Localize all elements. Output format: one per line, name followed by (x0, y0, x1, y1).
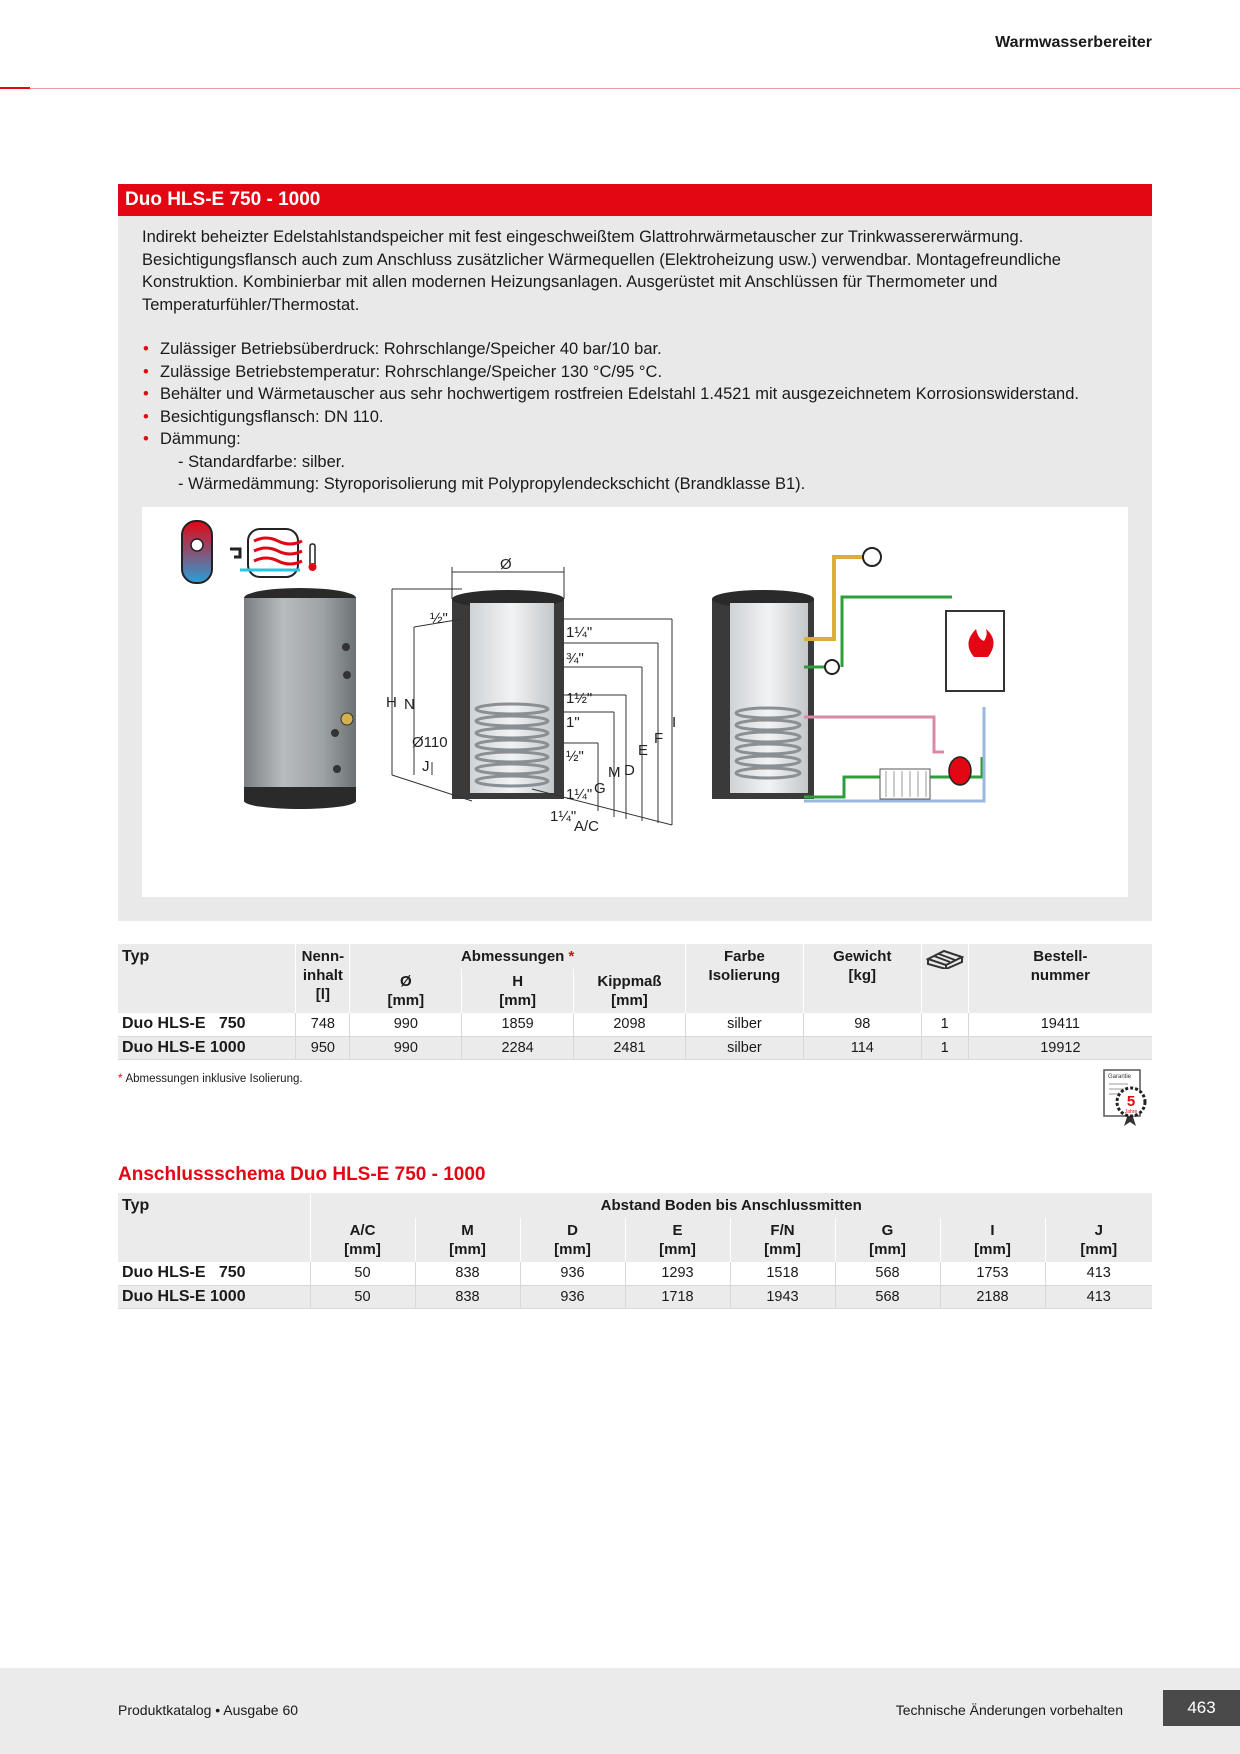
cell-diameter: 990 (350, 1036, 462, 1059)
cell-m: 838 (415, 1285, 520, 1308)
bullet-icon: • (143, 430, 149, 448)
cell-farbe: silber (685, 1013, 803, 1036)
feature-item (142, 338, 1128, 361)
schema-table (118, 1193, 1152, 1309)
diagram-label-one-quarter-bottom: 1¼" (550, 808, 577, 825)
col-header-nenninhalt: Nenn- inhalt [l] (296, 944, 350, 1013)
header-divider-accent (0, 87, 30, 89)
feature-text: Dämmung: (160, 430, 241, 448)
diagram-label-half-top: ½" (430, 610, 448, 627)
feature-text: Besichtigungsflansch: DN 110. (160, 407, 384, 426)
cell-diameter: 990 (350, 1013, 462, 1036)
col-header-i: I [mm] (940, 1218, 1045, 1262)
cell-g: 568 (835, 1285, 940, 1308)
col-header-typ: Typ (118, 1193, 310, 1262)
cell-inhalt: 748 (296, 1013, 350, 1036)
table-row (118, 1285, 1152, 1308)
tank-cutaway-dimension-drawing (386, 556, 676, 835)
col-header-abmessungen (350, 944, 686, 969)
col-header-gewicht: Gewicht [kg] (803, 944, 921, 1013)
product-title: Duo HLS-E 750 - 1000 (118, 184, 1152, 216)
bullet-icon: • (143, 340, 149, 358)
diagram-label-diameter: Ø (500, 556, 512, 573)
cell-typ: Duo HLS-E 750 (118, 1013, 296, 1036)
cell-gewicht: 98 (803, 1013, 921, 1036)
tank-exterior-illustration (244, 588, 356, 809)
cell-e: 1718 (625, 1285, 730, 1308)
heating-function-icon (182, 521, 317, 583)
feature-text: Zulässige Betriebstemperatur: Rohrschlange/Speicher 130 °C/95 °C. (160, 362, 663, 381)
diagram-label-g: G (594, 780, 606, 797)
cell-bestellnummer: 19411 (968, 1013, 1152, 1036)
page-footer (0, 1668, 1240, 1754)
diagram-label-three-quarter: ¾" (566, 650, 584, 667)
col-header-e: E [mm] (625, 1218, 730, 1262)
spec-table (118, 944, 1152, 1060)
feature-list (118, 338, 1152, 496)
cell-height: 1859 (462, 1013, 574, 1036)
diagram-label-d: D (624, 762, 635, 779)
cell-i: 1753 (940, 1262, 1045, 1285)
diagram-label-m: M (608, 764, 621, 781)
warranty-unit: Jahre (1124, 1109, 1138, 1115)
col-header-pallet (921, 944, 968, 1013)
cell-j: 413 (1045, 1262, 1152, 1285)
footnote-text: Abmessungen inklusive Isolierung. (125, 1073, 303, 1085)
col-header-ac: A/C [mm] (310, 1218, 415, 1262)
cell-typ: Duo HLS-E 1000 (118, 1285, 310, 1308)
cell-e: 1293 (625, 1262, 730, 1285)
cell-gewicht: 114 (803, 1036, 921, 1059)
cell-palette: 1 (921, 1013, 968, 1036)
diagram-label-flange: Ø110 (412, 734, 448, 751)
cell-i: 2188 (940, 1285, 1045, 1308)
diagram-label-one: 1" (566, 714, 580, 731)
pallet-icon (926, 947, 964, 969)
col-header-fn: F/N [mm] (730, 1218, 835, 1262)
cell-fn: 1518 (730, 1262, 835, 1285)
diagram-label-h: H (386, 694, 397, 711)
diagram-label-n: N (404, 696, 415, 713)
abmessungen-label: Abmessungen (460, 948, 565, 965)
asterisk-marker: * (568, 948, 575, 965)
installation-schematic (712, 548, 1004, 801)
col-header-d: D [mm] (520, 1218, 625, 1262)
diagram-label-f: F (654, 730, 664, 747)
table-row (118, 1036, 1152, 1059)
cell-d: 936 (520, 1285, 625, 1308)
cell-kippmass: 2481 (574, 1036, 686, 1059)
feature-text: Behälter und Wärmetauscher aus sehr hochwertigem rostfreien Edelstahl 1.4521 mit ausgezeichnetem Korrosionswiderstand. (160, 385, 1079, 403)
table-row (118, 1013, 1152, 1036)
diagram-label-half-mid: ½" (566, 748, 584, 765)
feature-item (142, 361, 1128, 384)
cell-ac: 50 (310, 1285, 415, 1308)
product-box (118, 184, 1152, 921)
feature-text: Zulässiger Betriebsüberdruck: Rohrschlange/Speicher 40 bar/10 bar. (160, 340, 662, 358)
diagram-label-i: I (672, 714, 677, 731)
cell-d: 936 (520, 1262, 625, 1285)
sub-feature: - Standardfarbe: silber. (178, 452, 345, 471)
col-header-g: G [mm] (835, 1218, 940, 1262)
col-header-farbe: Farbe Isolierung (685, 944, 803, 1013)
table-footnote (118, 1073, 303, 1085)
table-row (118, 1262, 1152, 1285)
bullet-icon: • (143, 407, 149, 426)
bullet-icon: • (143, 362, 149, 381)
warranty-label: Garantie (1108, 1074, 1132, 1080)
cell-palette: 1 (921, 1036, 968, 1059)
col-header-group: Abstand Boden bis Anschlussmitten (310, 1193, 1152, 1218)
footer-catalog: Produktkatalog • Ausgabe 60 (118, 1702, 299, 1718)
cell-kippmass: 2098 (574, 1013, 686, 1036)
col-header-bestellnummer: Bestell- nummer (968, 944, 1152, 1013)
footer-disclaimer: Technische Änderungen vorbehalten (895, 1702, 1123, 1718)
diagram-label-ac: A/C (574, 818, 600, 835)
cell-g: 568 (835, 1262, 940, 1285)
cell-typ: Duo HLS-E 750 (118, 1262, 310, 1285)
schema-title: Anschlussschema Duo HLS-E 750 - 1000 (118, 1164, 486, 1185)
feature-item (142, 406, 1128, 429)
diagram-label-j: J (422, 758, 430, 775)
header-divider (0, 88, 1240, 89)
col-header-m: M [mm] (415, 1218, 520, 1262)
col-header-height: H [mm] (462, 969, 574, 1013)
cell-fn: 1943 (730, 1285, 835, 1308)
warranty-badge (1100, 1068, 1150, 1128)
cell-ac: 50 (310, 1262, 415, 1285)
cell-inhalt: 950 (296, 1036, 350, 1059)
page-number: 463 (1163, 1690, 1240, 1726)
feature-item (142, 383, 1128, 406)
cell-height: 2284 (462, 1036, 574, 1059)
diagram-label-one-half: 1½" (566, 690, 593, 707)
cell-j: 413 (1045, 1285, 1152, 1308)
col-header-typ: Typ (118, 944, 296, 1013)
product-intro: Indirekt beheizter Edelstahlstandspeicher mit fest eingeschweißtem Glattrohrwärmetauscher zur Trinkwassererwärmung. Besichtigungsflansch auch zum Anschluss zusätzlicher Wärmequellen (Elektroheizung usw.) verwendbar. Montagefreundliche Konstruktion. Kombinierbar mit allen modernen Heizungsanlagen. Ausgerüstet mit Anschlüssen für Thermometer und Temperaturfühler/Thermostat. (142, 228, 1061, 314)
col-header-diameter: Ø [mm] (350, 969, 462, 1013)
cell-m: 838 (415, 1262, 520, 1285)
cell-typ: Duo HLS-E 1000 (118, 1036, 296, 1059)
diagram-label-e: E (638, 742, 649, 759)
warranty-years: 5 (1126, 1093, 1136, 1110)
product-illustration (142, 507, 1128, 897)
col-header-kippmass: Kippmaß [mm] (574, 969, 686, 1013)
diagram-label-one-quarter-top: 1¼" (566, 624, 593, 641)
cell-farbe: silber (685, 1036, 803, 1059)
col-header-j: J [mm] (1045, 1218, 1152, 1262)
diagram-label-one-quarter-mid: 1¼" (566, 786, 593, 803)
feature-item (142, 428, 1128, 496)
product-figure (142, 507, 1128, 897)
cell-bestellnummer: 19912 (968, 1036, 1152, 1059)
section-title: Warmwasserbereiter (995, 34, 1152, 51)
bullet-icon: • (143, 385, 149, 403)
sub-feature: - Wärmedämmung: Styroporisolierung mit Polypropylendeckschicht (Brandklasse B1). (178, 475, 806, 493)
warranty-seal-icon (1100, 1068, 1150, 1128)
footnote-marker: * (118, 1073, 123, 1085)
